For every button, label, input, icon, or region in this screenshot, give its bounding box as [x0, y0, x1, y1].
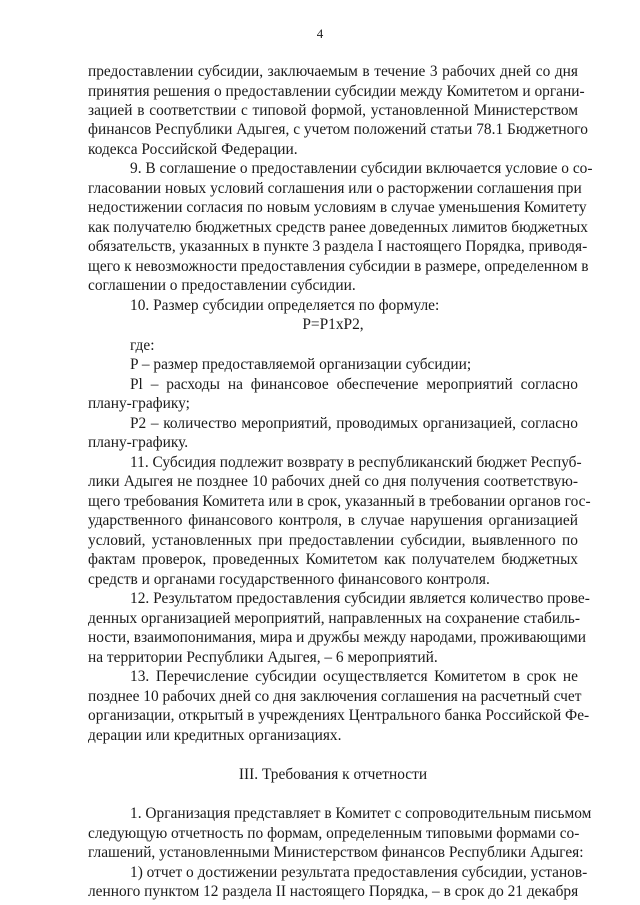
paragraph-line: денных организацией мероприятий, направленных на сохранение стабиль- [88, 610, 580, 627]
paragraph-line: принятия решения о предоставлении субсидии между Комитетом и органи- [88, 83, 585, 100]
paragraph-line: щего к невозможности предоставления субсидии в размере, определенном в [88, 258, 589, 275]
page-number: 4 [316, 26, 324, 41]
paragraph-line: средств и органами государственного финансового контроля. [88, 571, 490, 588]
paragraph-line: плану-графику. [88, 434, 189, 451]
paragraph-line: Pl – расходы на финансовое обеспечение мероприятий согласно [130, 376, 578, 393]
paragraph-line: на территории Республики Адыгея, – 6 мероприятий. [88, 649, 438, 666]
paragraph-line: кодекса Российской Федерации. [88, 141, 298, 158]
paragraph-line: где: [130, 337, 155, 354]
paragraph-line: 1. Организация представляет в Комитет с сопроводительным письмом [130, 805, 592, 822]
paragraph-line: 11. Субсидия подлежит возврату в республиканский бюджет Респуб- [130, 454, 582, 471]
paragraph-line: соглашении о предоставлении субсидии. [88, 277, 356, 294]
paragraph-line: щего требования Комитета или в срок, указанный в требовании органов гос- [88, 493, 591, 510]
paragraph-line: 13. Перечисление субсидии осуществляется Комитетом в срок не [130, 668, 578, 685]
paragraph-line: P2 – количество мероприятий, проводимых организацией, согласно [130, 415, 578, 432]
section-heading: III. Требования к отчетности [238, 766, 428, 783]
paragraph-line: глашений, установленными Министерством финансов Республики Адыгея: [88, 844, 584, 861]
paragraph-line: плану-графику; [88, 395, 190, 412]
paragraph-line: ленного пунктом 12 раздела II настоящего Порядка, – в срок до 21 декабря [88, 883, 579, 900]
paragraph-line: 1) отчет о достижении результата предоставления субсидии, установ- [130, 864, 588, 881]
paragraph-line: недостижении согласия по новым условиям в случае уменьшения Комитету [88, 199, 587, 216]
paragraph-line: как получателю бюджетных средств ранее доведенных лимитов бюджетных [88, 219, 588, 236]
paragraph-line: организации, открытый в учреждениях Центрального банка Российской Фе- [88, 707, 590, 724]
paragraph-line: 12. Результатом предоставления субсидии является количество прове- [130, 590, 590, 607]
paragraph-line: условий, установленных при предоставлении субсидии, выявленного по [88, 532, 578, 549]
paragraph-line: фактам проверок, проведенных Комитетом как получателем бюджетных [88, 551, 578, 568]
paragraph-line: гласовании новых условий соглашения или о расторжении соглашения при [88, 180, 582, 197]
paragraph-line: P – размер предоставляемой организации субсидии; [130, 356, 472, 373]
paragraph-line: 9. В соглашение о предоставлении субсидии включается условие о со- [130, 160, 593, 177]
paragraph-line: ности, взаимопонимания, мира и дружбы между народами, проживающими [88, 629, 586, 646]
paragraph-line: дерации или кредитных организациях. [88, 727, 342, 744]
paragraph-line: ударственного финансового контроля, в случае нарушения организацией [88, 512, 578, 529]
paragraph-line: позднее 10 рабочих дней со дня заключения соглашения на расчетный счет [88, 688, 582, 705]
paragraph-line: предоставлении субсидии, заключаемым в течение 3 рабочих дней со дня [88, 63, 578, 80]
paragraph-line: 10. Размер субсидии определяется по формуле: [130, 297, 440, 314]
paragraph-line: лики Адыгея не позднее 10 рабочих дней со дня получения соответствую- [88, 473, 578, 490]
paragraph-line: следующую отчетность по формам, определенным типовыми формами со- [88, 825, 580, 842]
paragraph-line: финансов Республики Адыгея, с учетом положений статьи 78.1 Бюджетного [88, 121, 588, 138]
paragraph-line: обязательств, указанных в пункте 3 раздела I настоящего Порядка, приводя- [88, 238, 588, 255]
paragraph-line: зацией в соответствии с типовой формой, установленной Министерством [88, 102, 578, 119]
formula: P=P1xP2, [302, 316, 364, 333]
